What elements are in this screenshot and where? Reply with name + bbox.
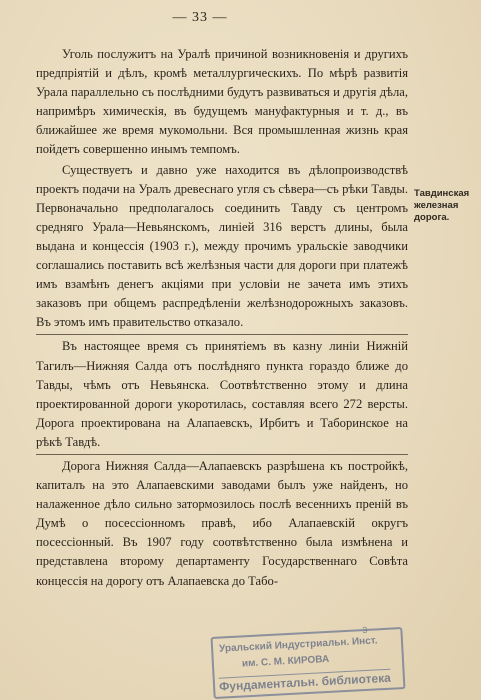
- paragraph-divider: [36, 454, 408, 455]
- page-number: — 33 —: [172, 10, 228, 25]
- stamp-name: им. С. М. КИРОВА: [241, 653, 330, 670]
- paragraph-divider: [36, 334, 408, 335]
- page-body: [36, 45, 408, 591]
- margin-note: Тавдинская железная дорога.: [414, 188, 470, 223]
- paragraph-3: Въ настоящее время съ принятіемъ въ казну линіи Нижній Тагилъ—Нижняя Салда отъ послѣдняго пункта гораздо ближе до Тавды, чѣмъ отъ Невьянска. Соотвѣтственно этому и длина проектированной дороги укоротилась, составляя всего 272 версты. Дорога проектирована на Алапаевскъ, Ирбитъ и Таборинское на рѣкѣ Тавдѣ.: [36, 339, 408, 449]
- stamp-number: 3: [362, 624, 368, 636]
- paragraph-1: Уголь послужитъ на Уралѣ причиной возникновенія и другихъ предпріятій и дѣлъ, кромѣ металлургическихъ. По мѣрѣ развитія Урала параллельно съ послѣдними будутъ развиваться и другія дѣла, напримѣръ химическія, въ будущемъ мануфактурныя и т. д., въ ближайшее же время мукомольни. Вся промышленная жизнь края пойдетъ совершенно инымъ темпомъ.: [36, 47, 408, 157]
- paragraph-2: Существуетъ и давно уже находится въ дѣлопроизводствѣ проектъ подачи на Уралъ древеснаго угля съ сѣвера—съ рѣки Тавды. Первоначально предполагалось соединить Тавду съ центромъ средняго Урала—Невьянскомъ, линіей 316 верстъ длины, была выдана и концессія (1903 г.), между прочимъ уральскіе заводчики соглашались поставить всѣ желѣзныя части для дороги при платежѣ имъ взамѣнъ денегъ акціями при условіи не зачета имъ этихъ заказовъ при общемъ распредѣленіи желѣзнодорожныхъ заказовъ. Въ этомъ имъ правительство отказало.: [36, 162, 408, 330]
- stamp-institute: Уральский Индустриальн. Инст.: [218, 635, 378, 655]
- paragraph-4: Дорога Нижняя Салда—Алапаевскъ разрѣшена къ постройкѣ, капиталъ на это Алапаевскими заводами былъ уже найденъ, но налаженное дѣло сильно затормозилось послѣ весеннихъ преній въ Думѣ о посессіонномъ правѣ, ибо Алапаевскій округъ посессіонный. Въ 1907 году соотвѣтственно была измѣнена и представлена второму департаменту Государственнаго Совѣта концессія на дорогу отъ Алапаевска до Табо-: [36, 458, 408, 588]
- library-stamp: [211, 624, 406, 699]
- stamp-library: Фундаментальн. библиотека: [218, 670, 392, 694]
